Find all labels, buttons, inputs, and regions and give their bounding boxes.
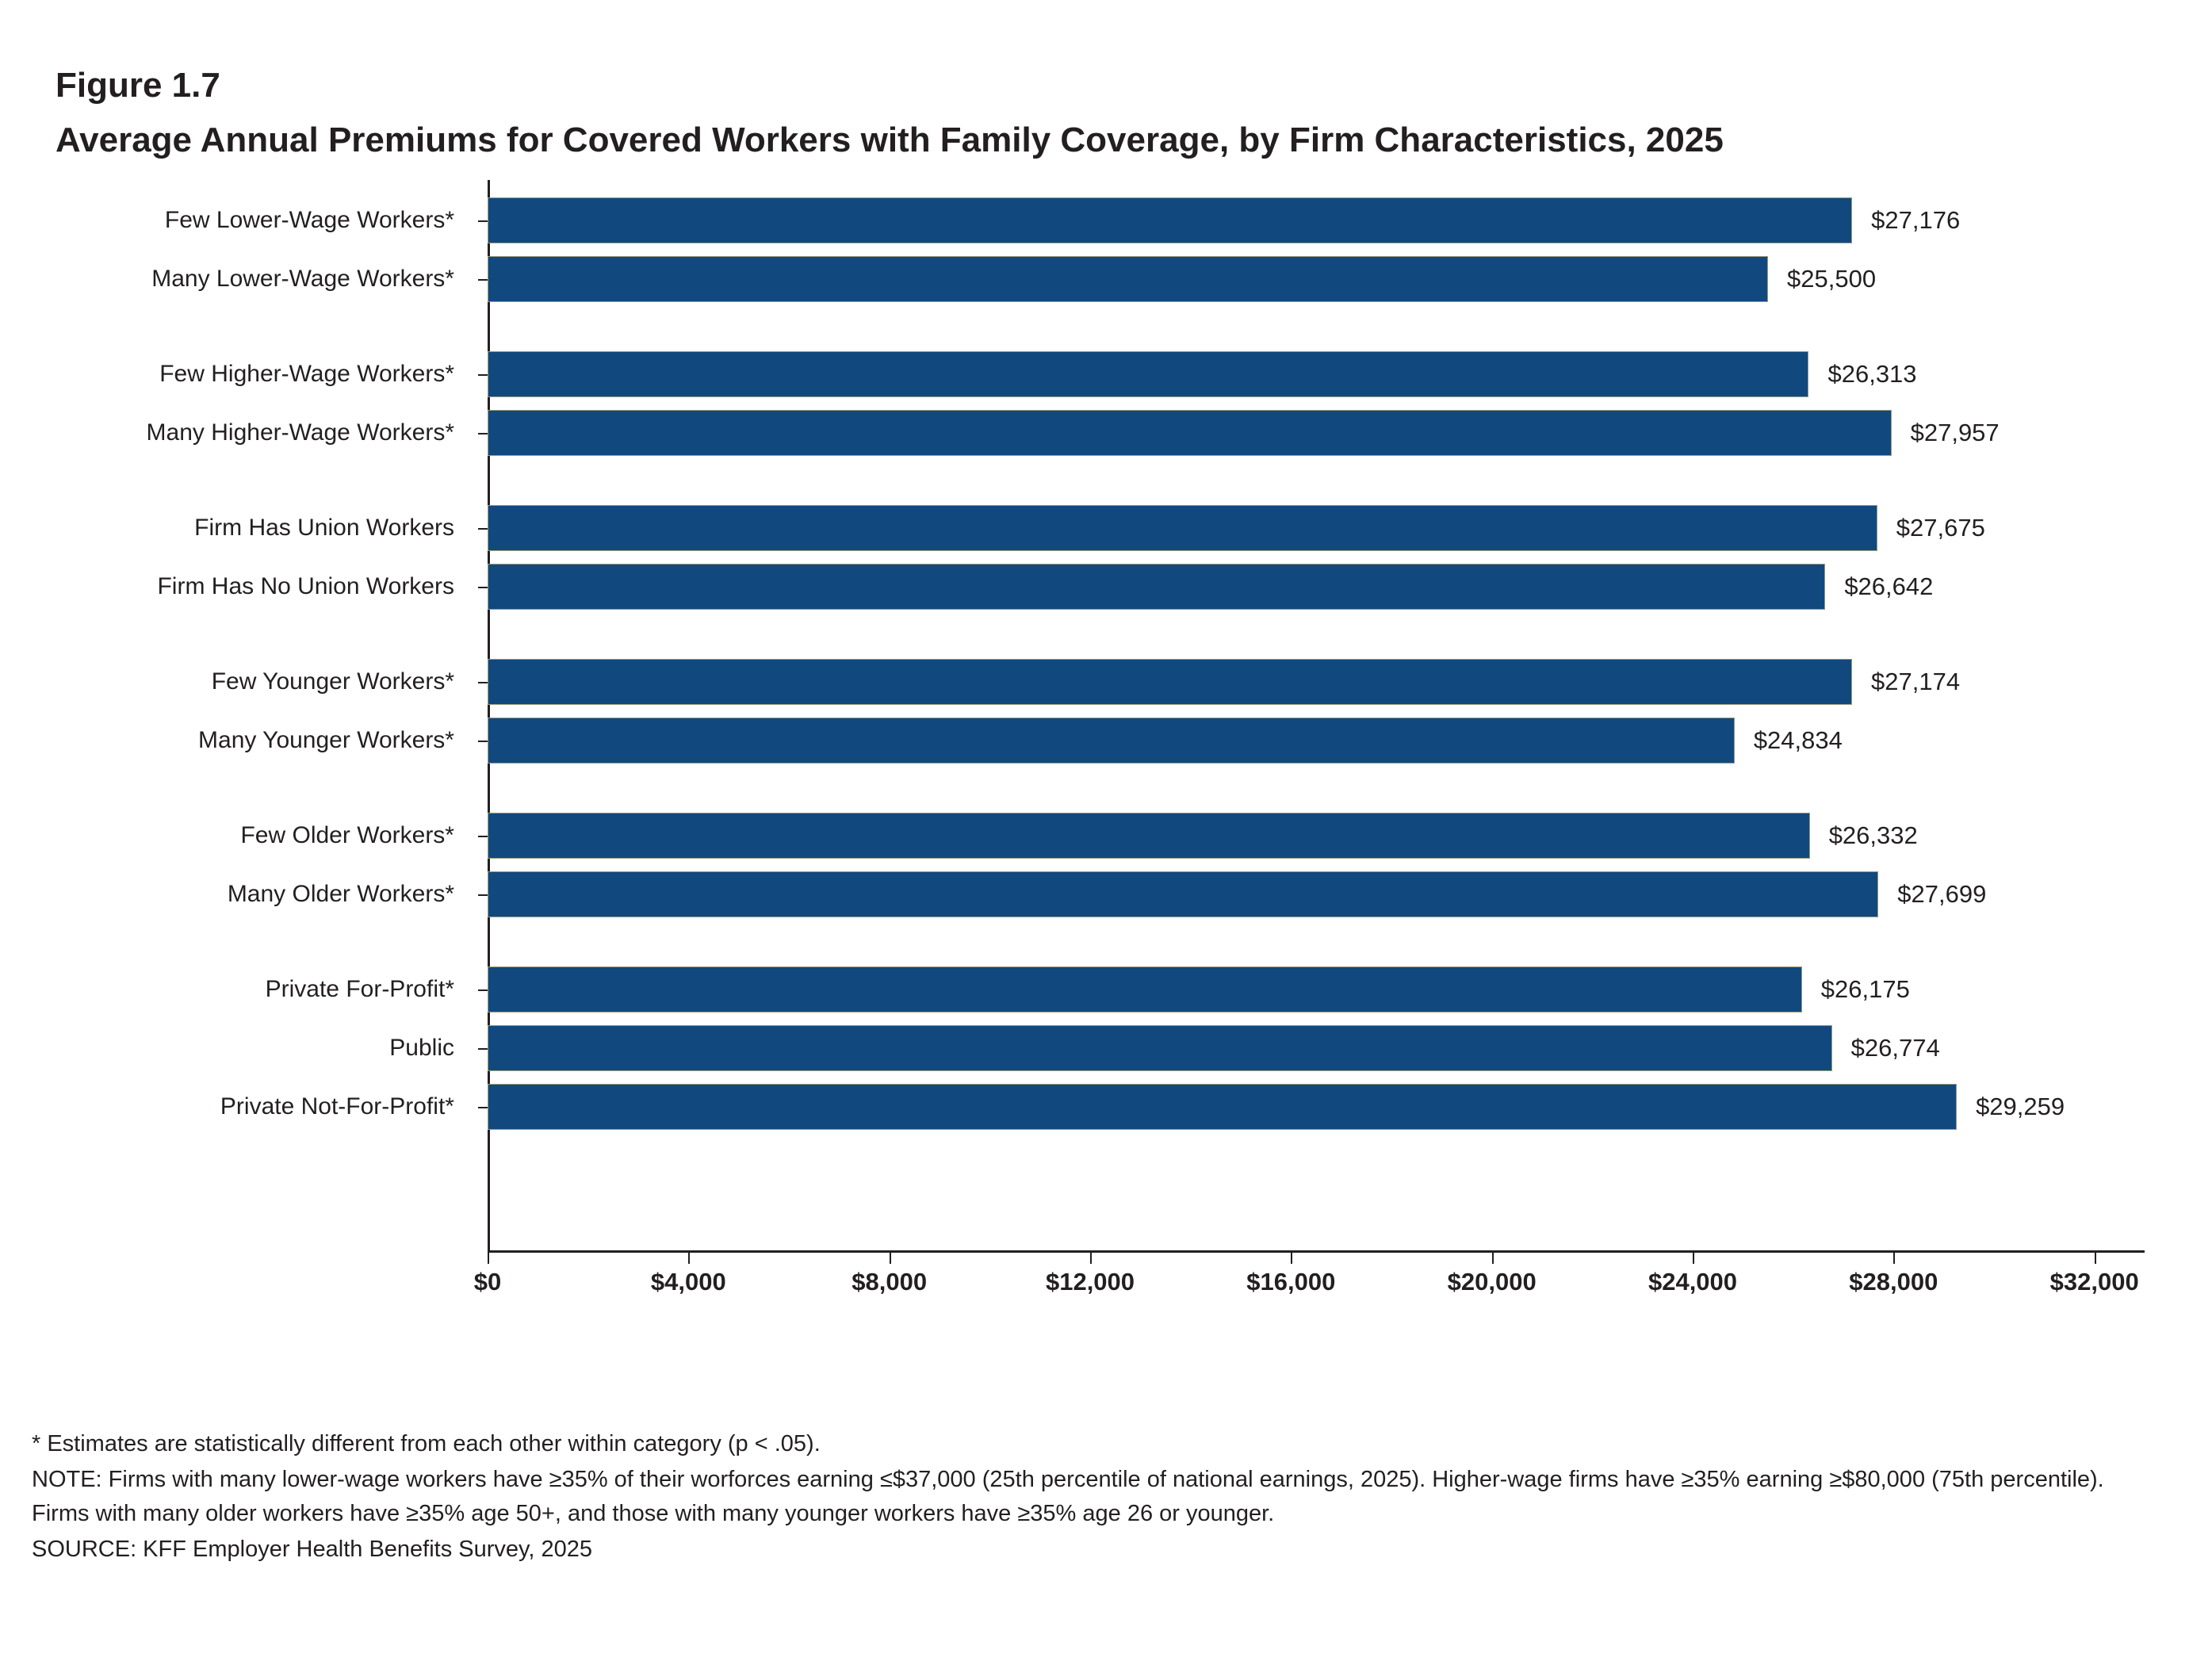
category-tick — [478, 528, 488, 530]
bar-value-label: $26,175 — [1820, 974, 1910, 1003]
category-label: Private For-Profit* — [265, 975, 454, 1002]
page-title: Average Annual Premiums for Covered Workers with Family Coverage, by Firm Characteristics, 2025 — [55, 121, 1724, 159]
x-tick-label: $16,000 — [1246, 1267, 1336, 1296]
bar-value-label: $27,699 — [1897, 879, 1987, 908]
category-tick — [478, 682, 488, 683]
x-tick-label: $28,000 — [1849, 1267, 1938, 1296]
x-tick — [890, 1253, 891, 1264]
category-tick — [478, 836, 488, 837]
x-tick — [2095, 1253, 2096, 1264]
bar — [488, 505, 1877, 551]
x-axis-line — [488, 1250, 2145, 1253]
bar-value-label: $26,332 — [1828, 821, 1918, 849]
bar — [488, 813, 1810, 859]
x-tick-label: $24,000 — [1648, 1267, 1738, 1296]
bar — [488, 1084, 1957, 1130]
x-tick-label: $32,000 — [2049, 1267, 2139, 1296]
bar-chart — [55, 180, 2157, 1314]
bar-value-label: $27,174 — [1871, 667, 1961, 695]
bar — [488, 351, 1808, 397]
bar — [488, 966, 1802, 1012]
bar — [488, 718, 1735, 764]
category-tick — [478, 279, 488, 281]
bar-value-label: $26,774 — [1850, 1033, 1940, 1062]
category-tick — [478, 587, 488, 588]
category-tick — [478, 989, 488, 991]
bar-value-label: $25,500 — [1787, 264, 1877, 293]
category-label: Many Younger Workers* — [198, 726, 454, 753]
bar — [488, 410, 1892, 456]
x-tick — [1693, 1253, 1694, 1264]
bar — [488, 871, 1878, 917]
category-label: Few Younger Workers* — [211, 668, 454, 695]
bar — [488, 659, 1852, 705]
footnotes — [32, 1427, 2125, 1568]
category-label: Many Higher-Wage Workers* — [146, 419, 454, 446]
category-label: Firm Has Union Workers — [194, 514, 454, 541]
category-tick — [478, 894, 488, 896]
category-tick — [478, 220, 488, 222]
x-tick — [1090, 1253, 1092, 1264]
category-tick — [478, 1107, 488, 1108]
figure-number: Figure 1.7 — [55, 66, 220, 105]
x-tick-label: $8,000 — [852, 1267, 928, 1296]
bar — [488, 197, 1852, 243]
bar-value-label: $26,313 — [1827, 359, 1917, 388]
bar-value-label: $24,834 — [1753, 725, 1843, 754]
bar-value-label: $27,176 — [1871, 205, 1961, 234]
category-label: Public — [389, 1034, 454, 1061]
category-label: Many Lower-Wage Workers* — [151, 265, 454, 292]
x-tick — [688, 1253, 690, 1264]
significance-note: * Estimates are statistically different from each other within category (p < .05). — [32, 1431, 821, 1456]
category-label: Many Older Workers* — [227, 880, 454, 907]
category-axis-labels — [55, 180, 472, 1250]
category-label: Private Not-For-Profit* — [220, 1093, 454, 1120]
x-tick-label: $20,000 — [1447, 1267, 1537, 1296]
source-note: SOURCE: KFF Employer Health Benefits Survey, 2025 — [32, 1536, 593, 1562]
bar-value-label: $29,259 — [1976, 1092, 2065, 1120]
plot-area — [488, 180, 2157, 1250]
category-tick — [478, 1048, 488, 1050]
category-tick — [478, 374, 488, 376]
x-tick — [1893, 1253, 1895, 1264]
category-label: Few Higher-Wage Workers* — [159, 360, 454, 387]
x-tick-label: $4,000 — [650, 1267, 726, 1296]
x-tick — [1492, 1253, 1494, 1264]
bar — [488, 1025, 1832, 1071]
bar-value-label: $26,642 — [1844, 572, 1934, 600]
bar-value-label: $27,675 — [1896, 513, 1985, 542]
x-tick — [488, 1253, 489, 1264]
category-tick — [478, 433, 488, 434]
methodology-note: NOTE: Firms with many lower-wage workers have ≥35% of their worforces earning ≤$37,000 (25th percentile of national earnings, 2025). Higher-wage firms have ≥35% earning ≥$80,000 (75th percentile). Firms with many older workers have ≥35% age 50+, and those with many younger workers have ≥35% age 26 or younger. — [32, 1466, 2104, 1526]
bar — [488, 564, 1825, 610]
bar-value-label: $27,957 — [1910, 418, 2000, 446]
category-tick — [478, 741, 488, 742]
x-tick — [1291, 1253, 1292, 1264]
category-label: Few Lower-Wage Workers* — [164, 206, 454, 233]
bar — [488, 256, 1768, 302]
category-label: Firm Has No Union Workers — [157, 572, 454, 599]
x-tick-label: $12,000 — [1045, 1267, 1135, 1296]
x-tick-label: $0 — [473, 1267, 502, 1296]
category-label: Few Older Workers* — [240, 821, 454, 848]
